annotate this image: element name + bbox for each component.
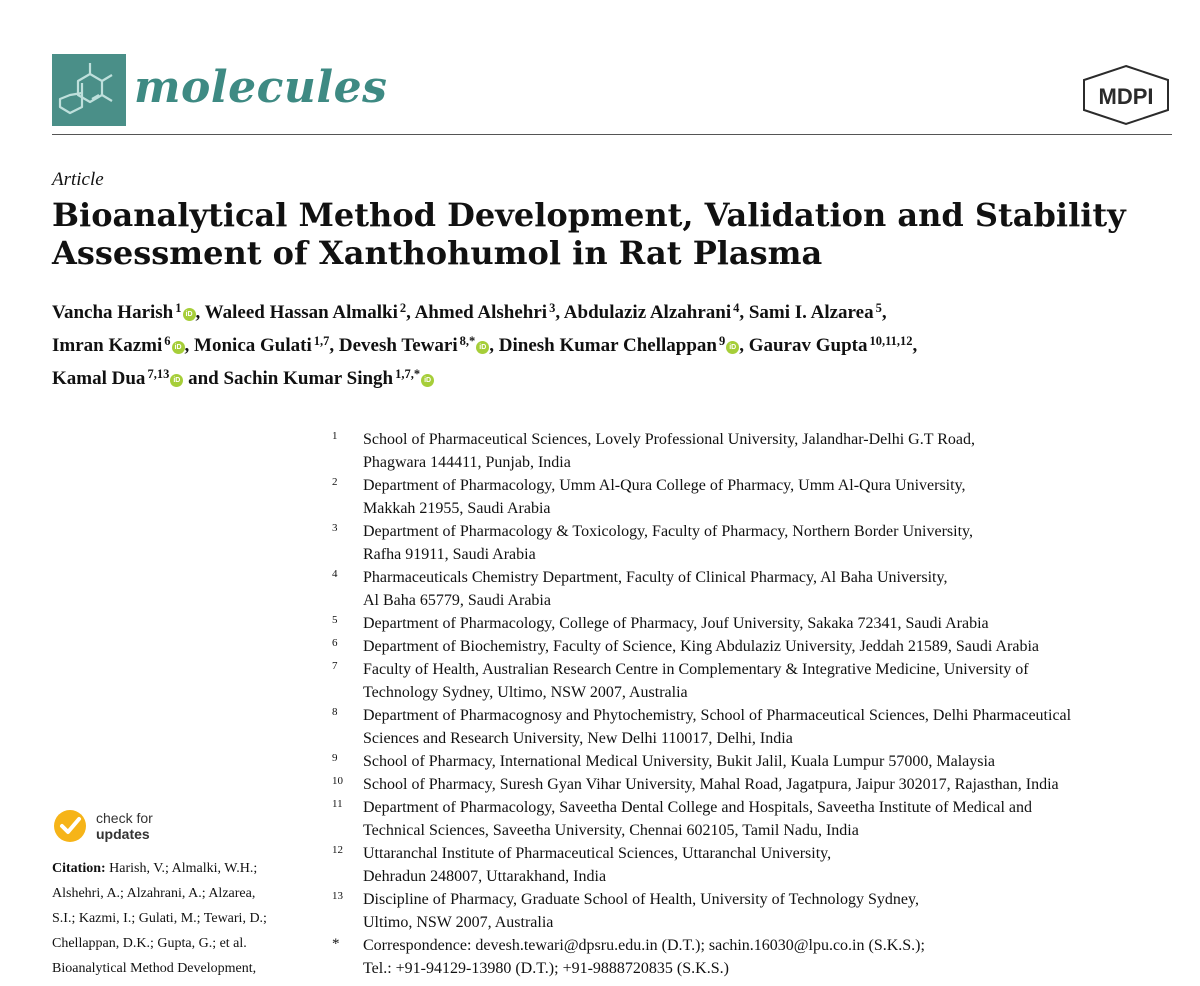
author-name: Gaurav Gupta: [748, 335, 868, 356]
author-affiliation-marker: 1: [175, 301, 182, 315]
affiliation-number: 1: [332, 430, 338, 442]
molecule-structure-icon: [56, 59, 122, 121]
affiliation-line: Correspondence: devesh.tewari@dpsru.edu.in (D.T.); sachin.16030@lpu.co.in (S.K.S.);: [363, 937, 925, 954]
author-separator: ,: [739, 335, 744, 356]
citation-text: Harish, V.; Almalki, W.H.;: [105, 861, 258, 876]
affiliation-item: [330, 934, 1190, 980]
author: [188, 368, 434, 389]
publisher-logo: [1080, 64, 1172, 126]
journal-name: molecules: [134, 62, 388, 113]
affiliation-text: [363, 888, 1190, 934]
affiliation-line: Makkah 21955, Saudi Arabia: [363, 500, 551, 517]
orcid-icon[interactable]: iD: [172, 341, 185, 354]
affiliation-text: [363, 612, 1190, 635]
author-affiliation-marker: 2: [399, 301, 407, 315]
affiliation-number: 8: [332, 706, 338, 718]
citation-block: [52, 856, 312, 981]
affiliation-line: Department of Pharmacology, Saveetha Dental College and Hospitals, Saveetha Institute of Medical and: [363, 799, 1032, 816]
author-separator: ,: [739, 302, 745, 323]
author: [749, 302, 887, 323]
author-name: Kamal Dua: [52, 368, 146, 389]
affiliation-number: 4: [332, 568, 338, 580]
publisher-name: MDPI: [1098, 84, 1154, 109]
affiliation-item: [330, 474, 1190, 520]
affiliation-number: 9: [332, 752, 338, 764]
orcid-icon[interactable]: iD: [183, 308, 196, 321]
affiliation-line: Al Baha 65779, Saudi Arabia: [363, 592, 551, 609]
affiliation-line: Technology Sydney, Ultimo, NSW 2007, Australia: [363, 684, 688, 701]
author-separator: ,: [881, 302, 887, 323]
author: [205, 302, 411, 323]
author-name: Vancha Harish: [52, 302, 174, 323]
article-title: [52, 196, 1172, 272]
author: [339, 335, 494, 356]
author-name: Waleed Hassan Almalki: [204, 302, 398, 323]
affiliation-line: Ultimo, NSW 2007, Australia: [363, 914, 554, 931]
affiliation-item: [330, 704, 1190, 750]
mdpi-logo-icon: [1080, 64, 1172, 126]
orcid-icon[interactable]: iD: [476, 341, 489, 354]
affiliation-list: [330, 428, 1190, 980]
journal-logo: [52, 54, 126, 126]
affiliation-number: 11: [332, 798, 343, 810]
affiliation-text: [363, 428, 1190, 474]
affiliation-line: School of Pharmacy, Suresh Gyan Vihar University, Mahal Road, Jagatpura, Jaipur 302017, Rajasthan, India: [363, 776, 1059, 793]
author-line: [52, 294, 1182, 327]
affiliation-item: [330, 773, 1190, 796]
author-list: [52, 294, 1182, 393]
affiliation-line: Pharmaceuticals Chemistry Department, Faculty of Clinical Pharmacy, Al Baha University,: [363, 569, 948, 586]
author-affiliation-marker: 5: [875, 301, 882, 315]
affiliation-line: Rafha 91911, Saudi Arabia: [363, 546, 536, 563]
author-affiliation-marker: 7,13: [147, 367, 170, 381]
author: [52, 335, 189, 356]
affiliation-item: [330, 796, 1190, 842]
affiliation-item: [330, 842, 1190, 888]
affiliation-item: [330, 750, 1190, 773]
author-name: Dinesh Kumar Chellappan: [498, 335, 717, 356]
author-affiliation-marker: 4: [733, 301, 740, 315]
author-name: and Sachin Kumar Singh: [188, 368, 394, 389]
author-separator: ,: [184, 335, 190, 356]
affiliation-number: *: [332, 936, 340, 952]
affiliation-line: Department of Pharmacology & Toxicology, Faculty of Pharmacy, Northern Border University,: [363, 523, 973, 540]
affiliation-text: [363, 520, 1190, 566]
affiliation-line: Tel.: +91-94129-13980 (D.T.); +91-9888720835 (S.K.S.): [363, 960, 729, 977]
check-for-updates-icon: [52, 808, 88, 844]
affiliation-number: 7: [332, 660, 338, 672]
updates-line-1: check for: [96, 810, 153, 826]
affiliation-number: 5: [332, 614, 338, 626]
affiliation-line: Discipline of Pharmacy, Graduate School of Health, University of Technology Sydney,: [363, 891, 919, 908]
author: [415, 302, 561, 323]
citation-line: [52, 856, 312, 881]
author-line: [52, 327, 1182, 360]
author: [194, 335, 334, 356]
affiliation-number: 10: [332, 775, 343, 787]
author-separator: ,: [912, 335, 918, 356]
updates-line-2: updates: [96, 826, 150, 842]
author-affiliation-marker: 1,7,*: [395, 367, 421, 381]
author-separator: ,: [489, 335, 494, 356]
author-affiliation-marker: 3: [549, 301, 556, 315]
affiliation-text: [363, 474, 1190, 520]
author-name: Sami I. Alzarea: [748, 302, 874, 323]
author: [52, 368, 183, 389]
affiliation-line: Technical Sciences, Saveetha University, Chennai 602105, Tamil Nadu, India: [363, 822, 859, 839]
article-title-line: Bioanalytical Method Development, Validation and Stability: [52, 196, 1126, 234]
author-affiliation-marker: 9: [718, 334, 726, 348]
affiliation-text: [363, 704, 1190, 750]
author-separator: ,: [195, 302, 201, 323]
author-name: Ahmed Alshehri: [414, 302, 548, 323]
citation-line: Alshehri, A.; Alzahrani, A.; Alzarea,: [52, 886, 256, 901]
author-affiliation-marker: 8,*: [459, 334, 476, 348]
affiliation-line: Department of Pharmacology, Umm Al-Qura College of Pharmacy, Umm Al-Qura University,: [363, 477, 966, 494]
check-for-updates[interactable]: [52, 808, 153, 844]
orcid-icon[interactable]: iD: [421, 374, 434, 387]
affiliation-item: [330, 566, 1190, 612]
citation-line: S.I.; Kazmi, I.; Gulati, M.; Tewari, D.;: [52, 911, 267, 926]
affiliation-line: Sciences and Research University, New Delhi 110017, Delhi, India: [363, 730, 793, 747]
affiliation-line: Uttaranchal Institute of Pharmaceutical Sciences, Uttaranchal University,: [363, 845, 832, 862]
affiliation-line: Faculty of Health, Australian Research Centre in Complementary & Integrative Medicine, University of: [363, 661, 1029, 678]
affiliation-number: 2: [332, 476, 338, 488]
author: [52, 302, 200, 323]
affiliation-text: [363, 635, 1190, 658]
affiliation-text: [363, 934, 1190, 980]
citation-line: Chellappan, D.K.; Gupta, G.; et al.: [52, 936, 247, 951]
author-name: Devesh Tewari: [338, 335, 458, 356]
affiliation-line: Department of Pharmacology, College of Pharmacy, Jouf University, Sakaka 72341, Saudi Arabia: [363, 615, 989, 632]
affiliation-text: [363, 566, 1190, 612]
article-type: Article: [52, 169, 104, 190]
orcid-icon[interactable]: iD: [170, 374, 183, 387]
citation-label: Citation:: [52, 861, 106, 876]
check-for-updates-label: [96, 810, 153, 842]
affiliation-item: [330, 428, 1190, 474]
author: [564, 302, 744, 323]
author-affiliation-marker: 10,11,12: [869, 334, 913, 348]
affiliation-item: [330, 612, 1190, 635]
affiliation-item: [330, 888, 1190, 934]
author-line: [52, 360, 1182, 393]
affiliation-text: [363, 842, 1190, 888]
affiliation-text: [363, 796, 1190, 842]
author-name: Imran Kazmi: [52, 335, 163, 356]
affiliation-number: 3: [332, 522, 338, 534]
author-separator: ,: [555, 302, 561, 323]
citation-line: Bioanalytical Method Development,: [52, 961, 257, 976]
article-title-line: Assessment of Xanthohumol in Rat Plasma: [52, 234, 823, 272]
affiliation-text: [363, 750, 1190, 773]
orcid-icon[interactable]: iD: [726, 341, 739, 354]
affiliation-number: 13: [332, 890, 343, 902]
affiliation-line: Phagwara 144411, Punjab, India: [363, 454, 571, 471]
affiliation-item: [330, 658, 1190, 704]
affiliation-number: 6: [332, 637, 338, 649]
affiliation-item: [330, 520, 1190, 566]
header-divider: [52, 134, 1172, 135]
affiliation-line: Dehradun 248007, Uttarakhand, India: [363, 868, 607, 885]
author-name: Abdulaziz Alzahrani: [563, 302, 732, 323]
author-name: Monica Gulati: [194, 335, 312, 356]
author: [749, 335, 918, 356]
affiliation-number: 12: [332, 844, 343, 856]
affiliation-item: [330, 635, 1190, 658]
author: [499, 335, 744, 356]
affiliation-line: Department of Biochemistry, Faculty of Science, King Abdulaziz University, Jeddah 21589, Saudi Arabia: [363, 638, 1039, 655]
author-affiliation-marker: 1,7: [313, 334, 330, 348]
affiliation-line: Department of Pharmacognosy and Phytochemistry, School of Pharmaceutical Sciences, Delhi Pharmaceutical: [363, 707, 1072, 724]
affiliation-text: [363, 658, 1190, 704]
affiliation-line: School of Pharmacy, International Medical University, Bukit Jalil, Kuala Lumpur 57000, Malaysia: [363, 753, 996, 770]
author-separator: ,: [329, 335, 335, 356]
affiliation-text: [363, 773, 1190, 796]
author-separator: ,: [406, 302, 411, 323]
affiliation-line: School of Pharmaceutical Sciences, Lovely Professional University, Jalandhar-Delhi G.T Road,: [363, 431, 975, 448]
author-affiliation-marker: 6: [164, 334, 171, 348]
